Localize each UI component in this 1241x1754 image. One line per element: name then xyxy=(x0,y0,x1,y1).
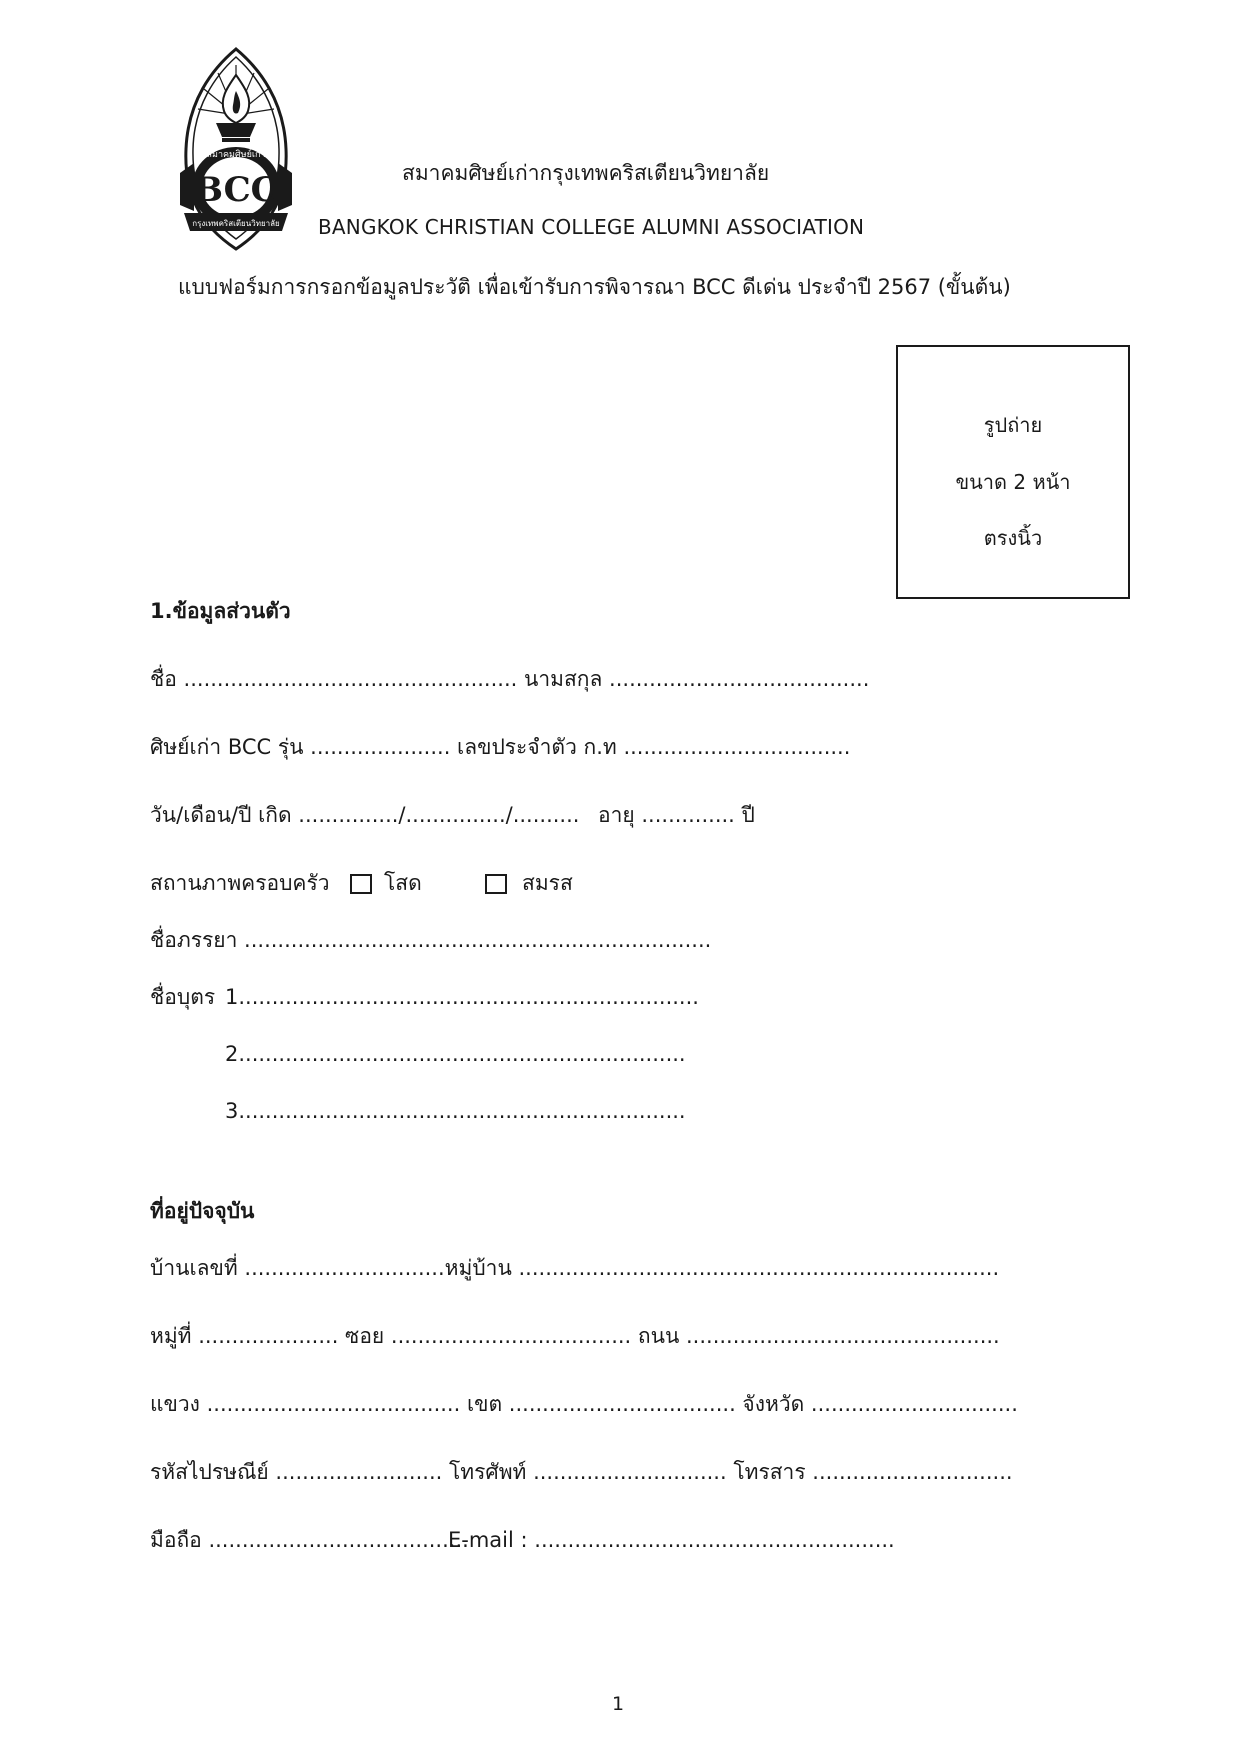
alumni-id-field-row[interactable]: ศิษย์เก่า BCC รุ่น ..................... เลขประจำตัว ก.ท .................................. xyxy=(150,735,851,759)
logo-ring-text: สมาคมศิษย์เก่า xyxy=(206,150,266,160)
district-province-field-row[interactable]: แขวง ...................................... เขต .................................. จังหวัด ............................... xyxy=(150,1392,1018,1416)
logo-ribbon-text: กรุงเทพคริสเตียนวิทยาลัย xyxy=(192,219,280,228)
mobile-field[interactable]: มือถือ ....................................... xyxy=(150,1528,469,1552)
page-number: 1 xyxy=(612,1693,625,1715)
email-field[interactable]: E-mail : ...................................................... xyxy=(448,1528,895,1552)
bcc-logo xyxy=(176,45,296,255)
child-2-field[interactable]: 2................................................................... xyxy=(225,1042,686,1066)
married-option-label: สมรส xyxy=(522,871,573,895)
org-name-english: BANGKOK CHRISTIAN COLLEGE ALUMNI ASSOCIATION xyxy=(318,215,865,239)
logo-monogram: BCC xyxy=(194,170,278,210)
single-option-label: โสด xyxy=(384,871,422,895)
children-label: ชื่อบุตร xyxy=(150,985,216,1009)
married-checkbox[interactable] xyxy=(485,874,507,894)
child-1-field[interactable]: 1..................................................................... xyxy=(225,985,699,1009)
house-number-field-row[interactable]: บ้านเลขที่ ..............................หมู่บ้าน ........................................................................ xyxy=(150,1256,1000,1280)
photo-label: รูปถ่าย xyxy=(983,413,1043,437)
spouse-name-field[interactable]: ชื่อภรรยา ...................................................................... xyxy=(150,928,712,952)
photo-size-unit-label: ตรงนิ้ว xyxy=(983,526,1043,550)
marital-status-label: สถานภาพครอบครัว xyxy=(150,871,330,895)
photo-size-label: ขนาด 2 หน้า xyxy=(955,470,1071,494)
section-title-personal: 1.ข้อมูลส่วนตัว xyxy=(150,599,291,623)
single-checkbox[interactable] xyxy=(350,874,372,894)
org-name-thai: สมาคมศิษย์เก่ากรุงเทพคริสเตียนวิทยาลัย xyxy=(402,161,770,185)
bcc-emblem-icon xyxy=(176,45,296,255)
age-field[interactable]: อายุ .............. ปี xyxy=(598,803,755,827)
form-title: แบบฟอร์มการกรอกข้อมูลประวัติ เพื่อเข้ารับการพิจารณา BCC ดีเด่น ประจำปี 2567 (ขั้นต้น) xyxy=(178,275,1011,299)
postal-phone-fax-field-row[interactable]: รหัสไปรษณีย์ ......................... โทรศัพท์ ............................. โทรสาร .............................. xyxy=(150,1460,1013,1484)
child-3-field[interactable]: 3................................................................... xyxy=(225,1099,686,1123)
photo-placeholder-box xyxy=(896,345,1130,599)
name-field-row[interactable]: ชื่อ .................................................. นามสกุล ....................................... xyxy=(150,667,870,691)
moo-soi-road-field-row[interactable]: หมู่ที่ ..................... ซอย .................................... ถนน ............................................... xyxy=(150,1324,1000,1348)
birthdate-field[interactable]: วัน/เดือน/ปี เกิด .............../.............../.......... xyxy=(150,803,580,827)
section-title-address: ที่อยู่ปัจจุบัน xyxy=(150,1199,255,1223)
